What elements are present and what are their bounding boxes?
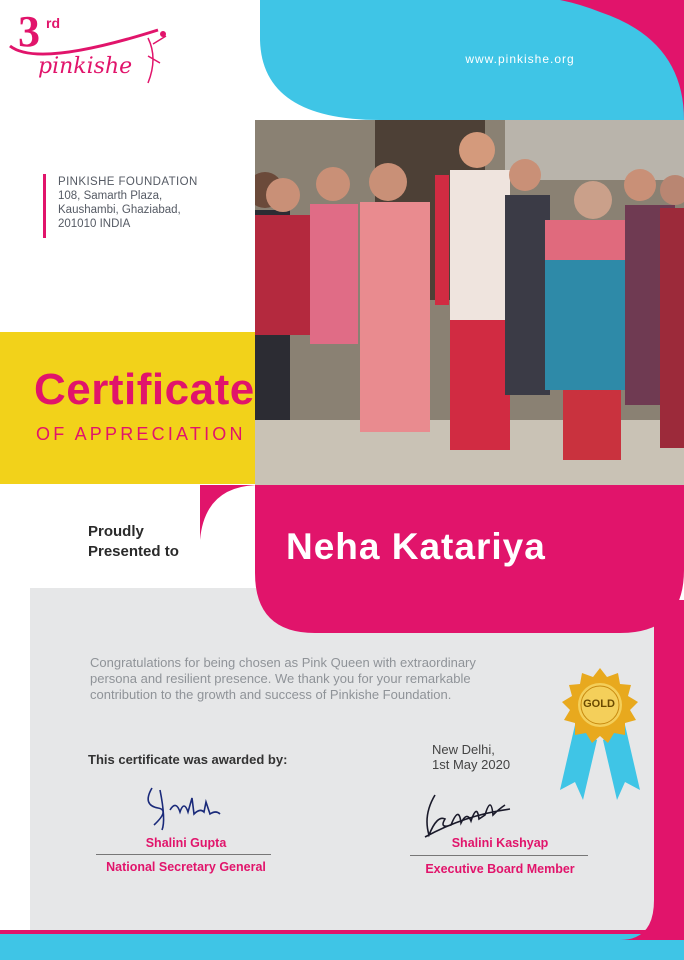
presented-to-label [88, 522, 179, 562]
signature-1-icon [140, 780, 230, 835]
date: 1st May 2020 [432, 757, 511, 772]
gold-badge-label: GOLD [583, 698, 615, 710]
signatory-2-line [410, 855, 588, 856]
address-line-2: 108, Samarth Plaza, [58, 190, 163, 202]
logo-anniversary-number: 3 [18, 7, 40, 56]
presented-line-2: Presented to [88, 543, 179, 560]
awarded-by-label: This certificate was awarded by: [88, 752, 288, 767]
address-accent-bar [43, 174, 46, 238]
address-line-1: PINKISHE FOUNDATION [58, 176, 198, 188]
brand-logo [8, 8, 183, 88]
presented-line-1: Proudly [88, 523, 144, 540]
certificate-subtitle: OF APPRECIATION [36, 424, 246, 444]
signatory-1-line [96, 854, 271, 855]
signatory-1-title: National Secretary General [106, 860, 266, 874]
signatory-1-name: Shalini Gupta [145, 836, 227, 850]
place-date [432, 742, 510, 772]
address-block [58, 175, 198, 231]
signatory-2-name: Shalini Kashyap [451, 836, 549, 850]
logo-anniversary-suffix: rd [46, 15, 60, 31]
address-line-3: Kaushambi, Ghaziabad, [58, 204, 181, 216]
website-link[interactable]: www.pinkishe.org [465, 52, 575, 66]
gold-badge-icon [555, 665, 645, 810]
place: New Delhi, [432, 742, 495, 757]
group-photo [255, 120, 684, 485]
cyan-bottom-strip [0, 930, 684, 960]
appreciation-message: Congratulations for being chosen as Pink Queen with extraordinary persona and resilient presence. We thank you for your remarkable contribution to the growth and success of Pinkishe Foundation. [90, 655, 476, 702]
certificate-title: Certificate [34, 365, 255, 414]
signatory-2-title: Executive Board Member [425, 862, 575, 876]
address-line-4: 201010 INDIA [58, 218, 131, 230]
recipient-name: Neha Katariya [286, 526, 546, 567]
logo-wordmark: pinkishe [38, 54, 133, 79]
